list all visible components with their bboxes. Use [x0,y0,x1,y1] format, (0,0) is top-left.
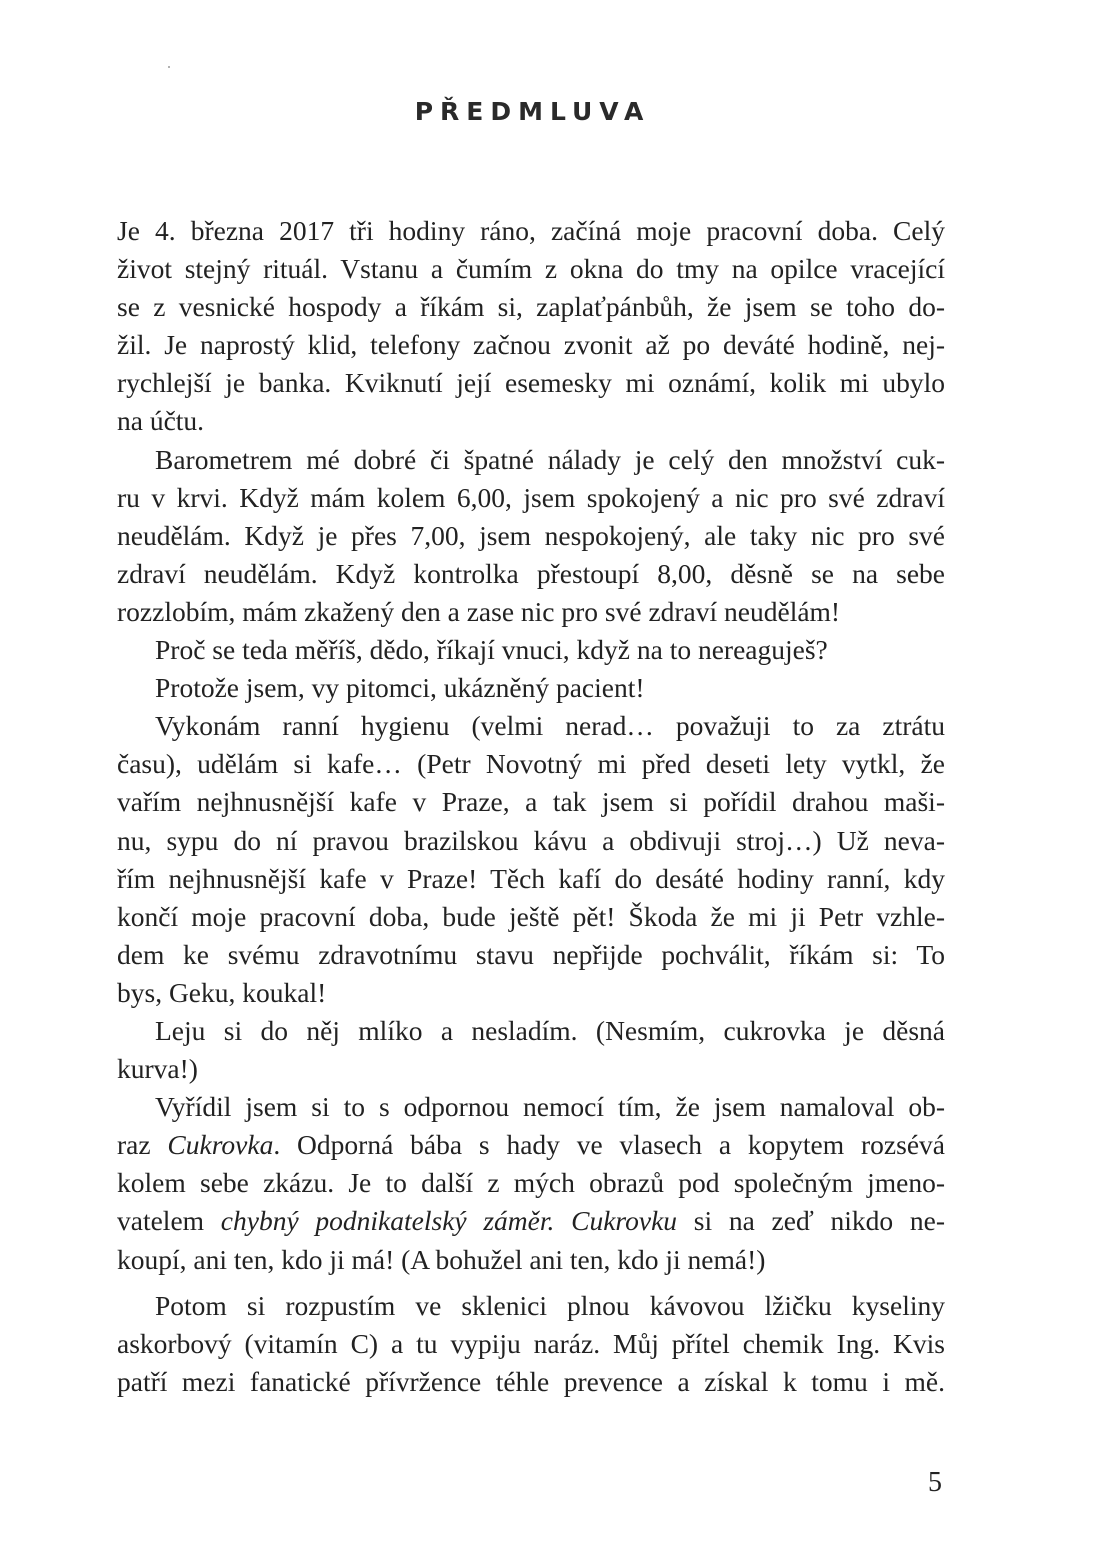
text-line: se z vesnické hospody a říkám si, zaplaťpánbůh, že jsem se toho do- [117,291,945,323]
text-line: Vykonám ranní hygienu (velmi nerad… považuji to za ztrátu [155,710,945,742]
text-line: času), udělám si kafe… (Petr Novotný mi před deseti lety vytkl, že [117,748,945,780]
text-line: žil. Je naprostý klid, telefony začnou zvonit až po deváté hodině, nej- [117,329,945,361]
text-line: rozzlobím, mám zkažený den a zase nic pro své zdraví neudělám! [117,595,841,627]
text-line: končí moje pracovní doba, bude ještě pět! Škoda že mi ji Petr vzhle- [117,900,945,932]
italic-title: Cukrovka [167,1129,274,1161]
text-line: ru v krvi. Když mám kolem 6,00, jsem spokojený a nic pro své zdraví [117,481,945,513]
text-run: raz [117,1129,168,1161]
text-line: řím nejhnusnější kafe v Praze! Těch kafí do desáté hodiny ranní, kdy [117,862,945,894]
text-run: si na zeď nikdo ne- [677,1205,945,1237]
text-line: vařím nejhnusnější kafe v Praze, a tak jsem si pořídil drahou maši- [117,786,945,818]
text-run: . Odporná bába s hady ve vlasech a kopytem rozsévá [273,1129,945,1161]
text-line: askorbový (vitamín C) a tu vypiju naráz. Můj přítel chemik Ing. Kvis [117,1327,945,1359]
scan-speck [168,66,170,68]
text-line: Proč se teda měříš, dědo, říkají vnuci, když na to nereaguješ? [155,634,828,666]
text-line: dem ke svému zdravotnímu stavu nepřijde pochválit, říkám si: To [117,938,945,970]
text-line [117,1202,945,1240]
text-line: Potom si rozpustím ve sklenici plnou kávovou lžičku kyseliny [155,1289,945,1321]
text-line: Leju si do něj mlíko a nesladím. (Nesmím, cukrovka je děsná [155,1014,945,1046]
italic-title: chybný podnikatelský záměr. Cukrovku [220,1205,678,1237]
text-line: neudělám. Když je přes 7,00, jsem nespokojený, ale taky nic pro své [117,519,945,551]
chapter-title: PŘEDMLUVA [414,97,651,126]
text-line: bys, Geku, koukal! [117,976,327,1008]
text-line: život stejný rituál. Vstanu a čumím z okna do tmy na opilce vracející [117,253,945,285]
text-line: Barometrem mé dobré či špatné nálady je celý den množství cuk- [155,443,945,475]
text-line: kolem sebe zkázu. Je to další z mých obrazů pod společným jmeno- [117,1167,945,1199]
text-line: Protože jsem, vy pitomci, ukázněný pacient! [155,672,645,704]
page-number: 5 [928,1467,942,1498]
body-text [117,212,945,1401]
text-line: koupí, ani ten, kdo ji má! (A bohužel ani ten, kdo ji nemá!) [117,1243,766,1275]
text-line: nu, sypu do ní pravou brazilskou kávu a obdivuji stroj…) Už neva- [117,824,945,856]
text-run: vatelem [117,1205,221,1237]
text-line: kurva!) [117,1053,198,1085]
text-line: na účtu. [117,405,205,437]
text-line [117,1126,945,1164]
text-line: zdraví neudělám. Když kontrolka přestoupí 8,00, děsně se na sebe [117,557,945,589]
text-line: Vyřídil jsem si to s odpornou nemocí tím, že jsem namaloval ob- [155,1091,945,1123]
text-line: Je 4. března 2017 tři hodiny ráno, začíná moje pracovní doba. Celý [117,215,945,246]
text-line: patří mezi fanatické přívržence téhle prevence a získal k tomu i mě. [117,1365,945,1397]
text-line: rychlejší je banka. Kviknutí její esemesky mi oznámí, kolik mi ubylo [117,367,945,399]
